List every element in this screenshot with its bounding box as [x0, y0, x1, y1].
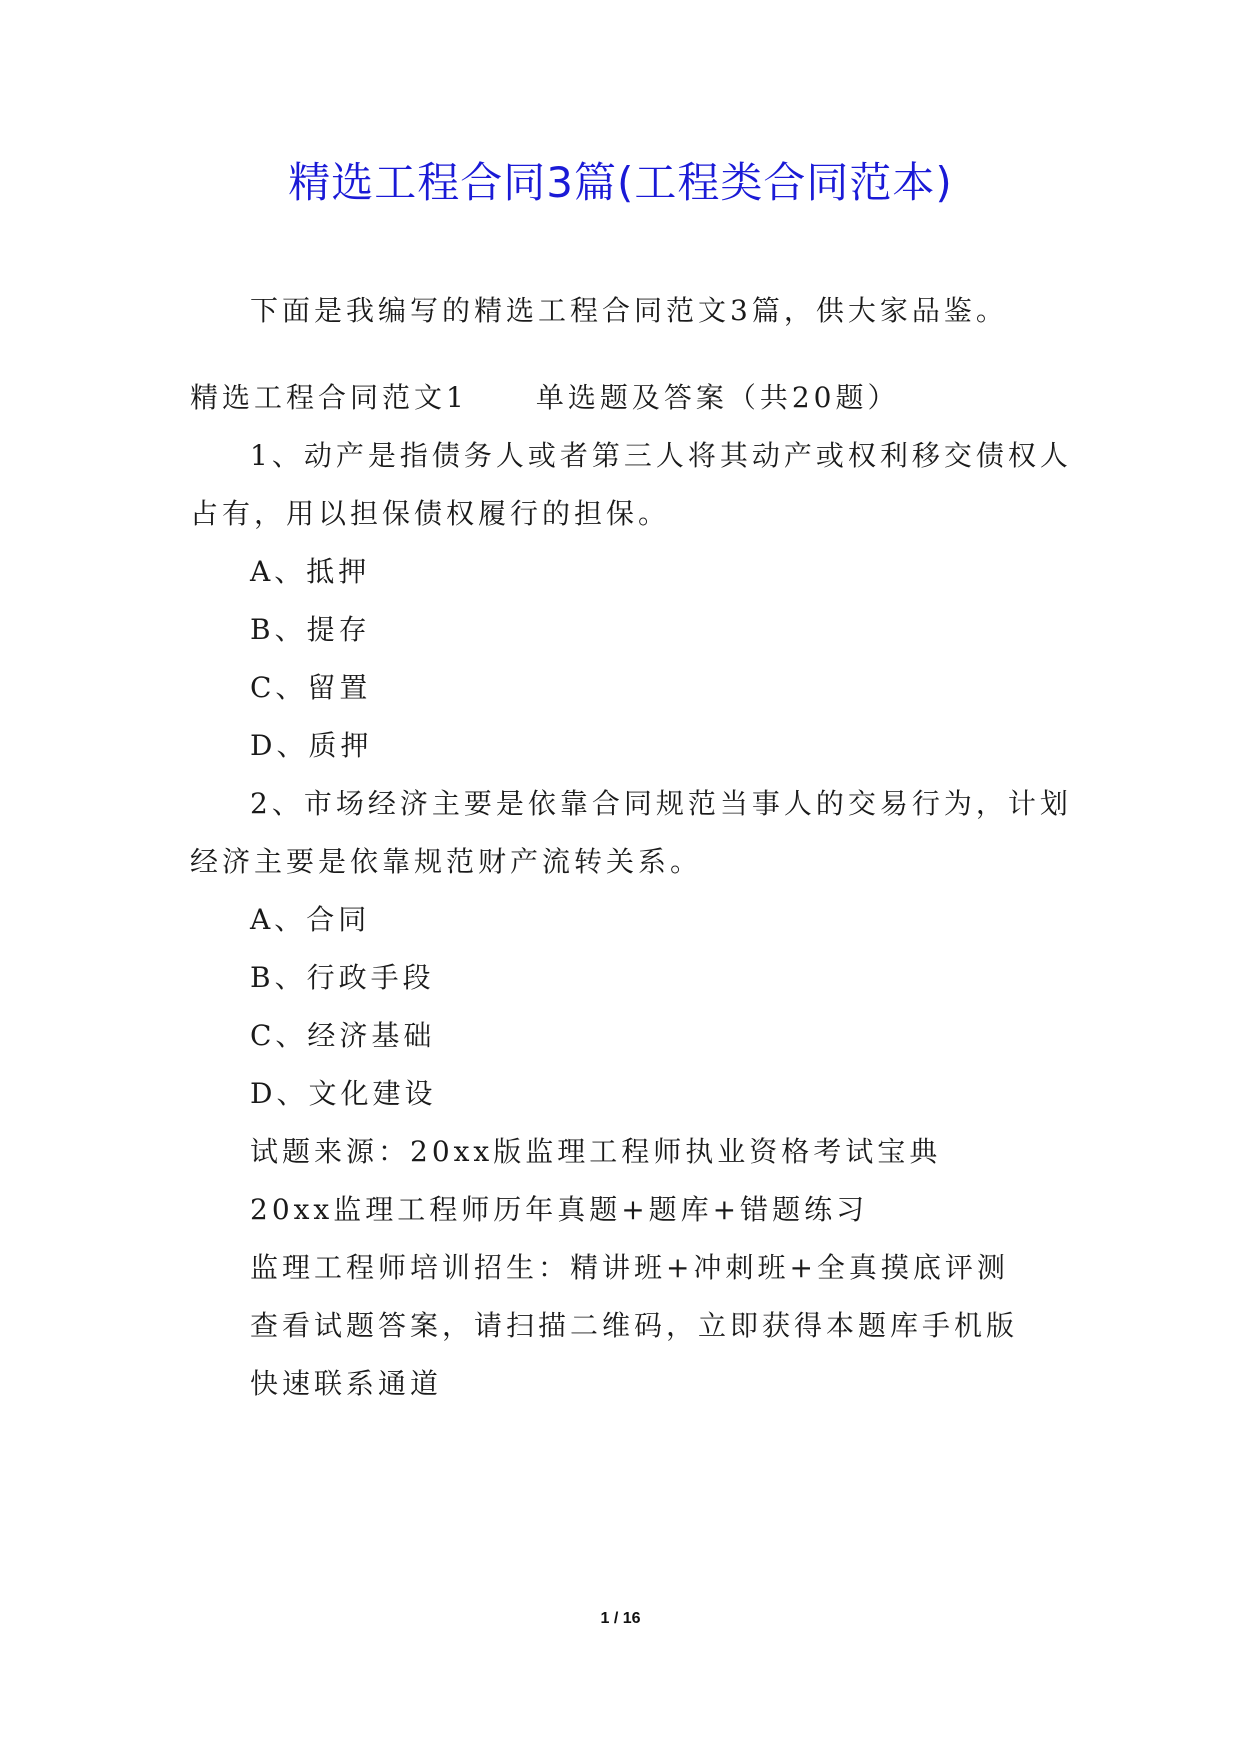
question-2-option-c: C、经济基础	[250, 1019, 436, 1052]
question-2-option-d: D、文化建设	[250, 1077, 437, 1110]
question-1-line-2: 占有，用以担保债权履行的担保。	[190, 497, 671, 530]
note-training: 监理工程师培训招生：精讲班+冲刺班+全真摸底评测	[250, 1251, 1009, 1284]
question-1-option-c: C、留置	[250, 671, 372, 704]
intro-paragraph: 下面是我编写的精选工程合同范文3篇，供大家品鉴。	[250, 294, 1008, 327]
section-heading-line	[190, 381, 900, 414]
page-indicator: 1 / 16	[600, 1610, 641, 1627]
note-qr-code: 查看试题答案，请扫描二维码，立即获得本题库手机版	[250, 1309, 1019, 1342]
question-1-option-d: D、质押	[250, 729, 373, 762]
note-source: 试题来源：20xx版监理工程师执业资格考试宝典	[250, 1135, 942, 1168]
question-1-option-b: B、提存	[250, 613, 371, 646]
question-2-line-1: 2、市场经济主要是依靠合同规范当事人的交易行为，计划	[250, 787, 1072, 820]
note-question-bank: 20xx监理工程师历年真题+题库+错题练习	[250, 1193, 869, 1226]
question-2-line-2: 经济主要是依靠规范财产流转关系。	[190, 845, 703, 878]
question-2-option-a: A、合同	[250, 903, 371, 936]
document-title: 精选工程合同3篇(工程类合同范本)	[288, 158, 953, 207]
question-2-option-b: B、行政手段	[250, 961, 435, 994]
note-contact-channel: 快速联系通道	[250, 1367, 443, 1400]
section-subheading: 单选题及答案（共20题）	[535, 381, 900, 414]
section-heading: 精选工程合同范文1	[190, 381, 468, 414]
question-1-line-1: 1、动产是指债务人或者第三人将其动产或权利移交债权人	[250, 439, 1072, 472]
question-1-option-a: A、抵押	[250, 555, 371, 588]
